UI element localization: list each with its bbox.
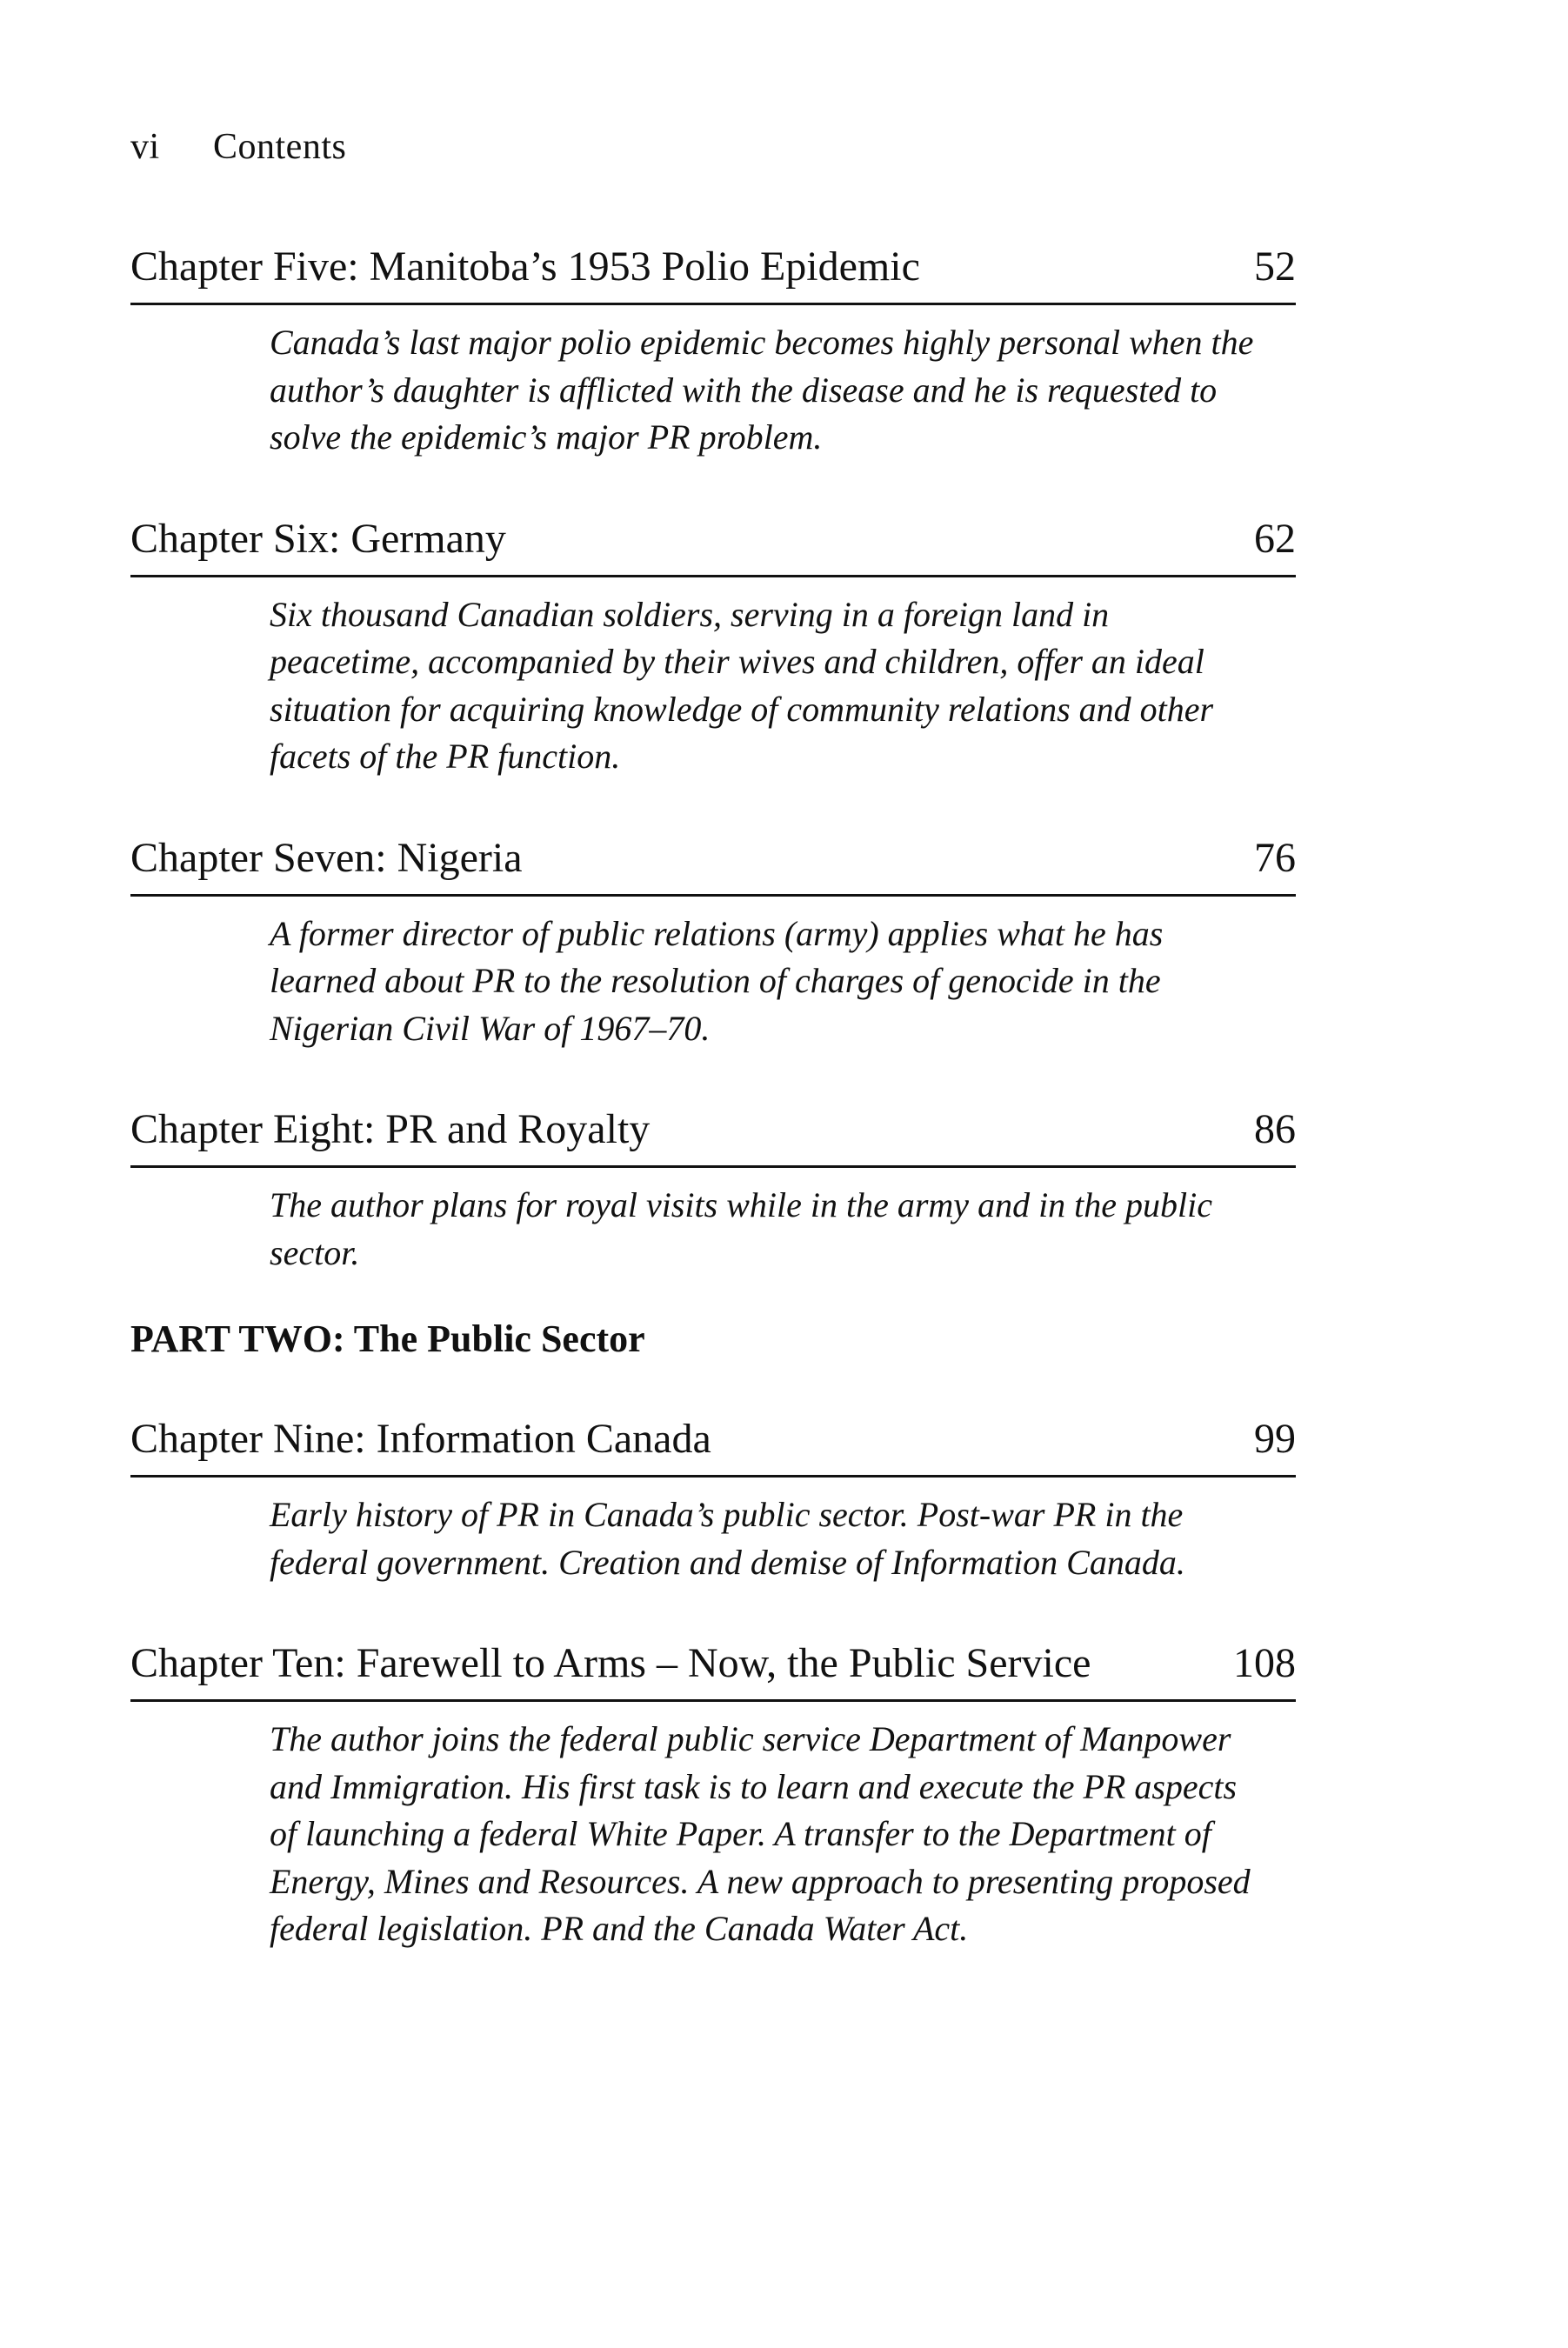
chapter-summary: The author plans for royal visits while in the army and in the public sector. <box>270 1185 1213 1272</box>
toc-entry-heading <box>130 831 1296 897</box>
toc-entry-heading <box>130 240 1296 305</box>
chapter-page-number: 76 <box>1254 834 1296 881</box>
page-number: vi <box>130 127 160 167</box>
chapter-title: Chapter Nine: Information Canada <box>130 1416 711 1462</box>
toc-entry-heading <box>130 512 1296 577</box>
toc-entry <box>130 831 1296 1053</box>
chapter-page-number: 62 <box>1254 515 1296 562</box>
chapter-title: Chapter Seven: Nigeria <box>130 834 523 881</box>
chapter-title: Chapter Six: Germany <box>130 515 506 562</box>
toc-entry <box>130 1412 1296 1586</box>
chapter-title: Chapter Five: Manitoba’s 1953 Polio Epidemic <box>130 243 920 290</box>
chapter-page-number: 99 <box>1254 1416 1296 1462</box>
running-head-title: Contents <box>213 127 347 167</box>
chapter-summary: Canada’s last major polio epidemic becomes highly personal when the author’s daughter is afflicted with the disease and he is requested to solve the epidemic’s major PR problem. <box>270 323 1254 457</box>
table-of-contents <box>130 240 1296 2004</box>
chapter-summary: A former director of public relations (army) applies what he has learned about PR to the resolution of charges of genocide in the Nigerian Civil War of 1967–70. <box>270 913 1164 1048</box>
chapter-summary: Six thousand Canadian soldiers, serving in a foreign land in peacetime, accompanied by their wives and children, offer an ideal situation for acquiring knowledge of community relations and other facets of the PR function. <box>270 594 1214 776</box>
chapter-summary: Early history of PR in Canada’s public sector. Post-war PR in the federal government. Creation and demise of Information Canada. <box>270 1495 1185 1582</box>
toc-entry-heading <box>130 1412 1296 1478</box>
part-heading: PART TWO: The Public Sector <box>130 1317 645 1360</box>
chapter-title: Chapter Ten: Farewell to Arms – Now, the Public Service <box>130 1640 1091 1686</box>
toc-entry-heading <box>130 1637 1296 1702</box>
chapter-title: Chapter Eight: PR and Royalty <box>130 1106 651 1152</box>
toc-entry <box>130 512 1296 781</box>
running-head <box>130 126 346 168</box>
toc-entry-heading <box>130 1103 1296 1168</box>
toc-entry <box>130 240 1296 462</box>
chapter-page-number: 52 <box>1254 243 1296 290</box>
chapter-page-number: 108 <box>1233 1640 1296 1686</box>
chapter-summary: The author joins the federal public service Department of Manpower and Immigration. His first task is to learn and execute the PR aspects of launching a federal White Paper. A transfer to the Department of Energy, Mines and Resources. A new approach to presenting proposed federal legislation. PR and the Canada Water Act. <box>270 1719 1251 1948</box>
toc-entry <box>130 1103 1296 1277</box>
toc-entry <box>130 1637 1296 1953</box>
chapter-page-number: 86 <box>1254 1106 1296 1152</box>
